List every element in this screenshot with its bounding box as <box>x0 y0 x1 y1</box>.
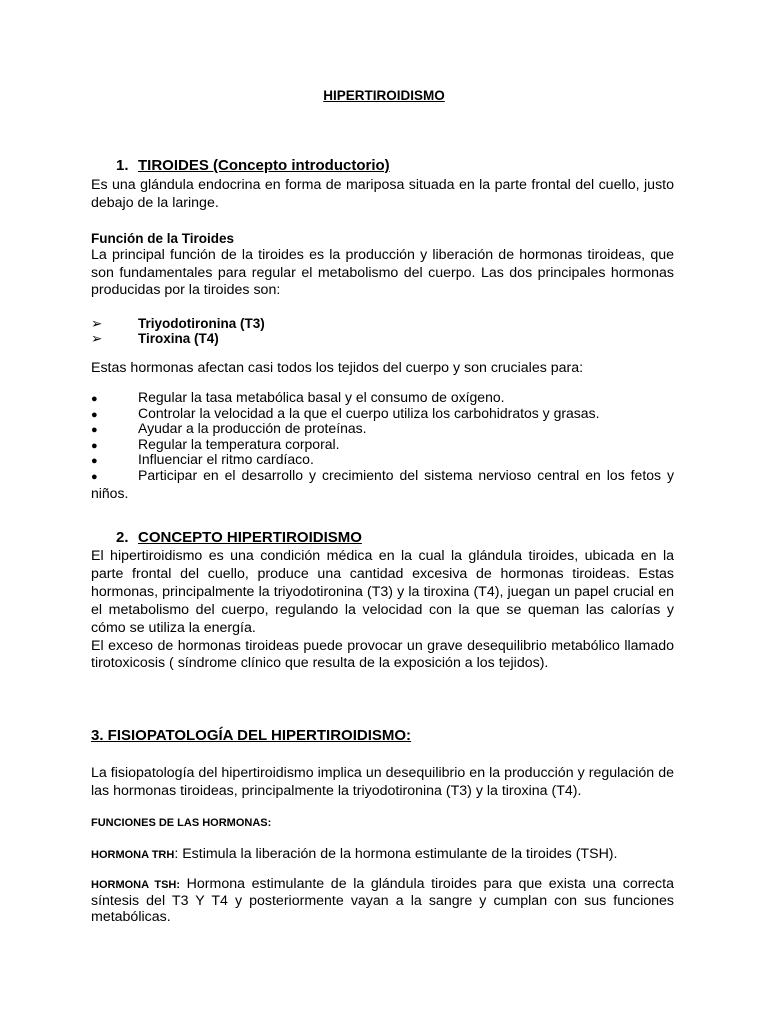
effect-item <box>91 468 674 501</box>
bullet-icon: ● <box>91 439 98 452</box>
effect-text: Ayudar a la producción de proteínas. <box>138 420 367 437</box>
bullet-icon: ● <box>91 471 98 483</box>
hormone-label: Triyodotironina (T3) <box>138 316 265 331</box>
function-paragraph: La principal función de la tiroides es la producción y liberación de hormonas tiroideas, que son fundamentales para regular el metabolismo del cuerpo. Las dos principales hormonas producidas por la tiroides son: <box>91 247 674 299</box>
hormone-item <box>91 331 219 347</box>
hormone-functions-heading: FUNCIONES DE LAS HORMONAS: <box>91 817 272 829</box>
arrow-marker-icon: ➢ <box>91 331 103 346</box>
trh-text: : Estimula la liberación de la hormona estimulante de la tiroides (TSH). <box>174 846 618 862</box>
function-heading: Función de la Tiroides <box>91 231 235 246</box>
section-3-paragraph: La fisiopatología del hipertiroidismo implica un desequilibrio en la producción y regulación de las hormonas tiroideas, principalmente la triyodotironina (T3) y la tiroxina (T4). <box>91 765 674 799</box>
effect-text: Controlar la velocidad a la que el cuerpo utiliza los carbohidratos y grasas. <box>138 404 600 421</box>
trh-label: HORMONA TRH <box>91 849 175 861</box>
section-2-heading <box>116 529 362 546</box>
bullet-icon: ● <box>91 424 98 437</box>
arrow-marker-icon: ➢ <box>91 316 103 331</box>
trh-paragraph <box>91 846 674 865</box>
section-2-paragraph-2: El exceso de hormonas tiroideas puede provocar un grave desequilibrio metabólico llamado tirotoxicosis ( síndrome clínico que resulta de la exposición a los tejidos). <box>91 637 674 672</box>
effects-intro: Estas hormonas afectan casi todos los tejidos del cuerpo y son cruciales para: <box>91 360 584 376</box>
tsh-label: HORMONA TSH: <box>91 879 181 891</box>
section-2-title: CONCEPTO HIPERTIROIDISMO <box>138 529 362 546</box>
hormone-item <box>91 316 265 332</box>
document-title: HIPERTIROIDISMO <box>323 88 445 103</box>
section-1-title: TIROIDES (Concepto introductorio) <box>138 157 390 174</box>
section-2-paragraph-1: El hipertiroidismo es una condición médica en la cual la glándula tiroides, ubicada en la parte frontal del cuello, produce una cantidad excesiva de hormonas tiroideas. Estas hormonas, principalmente la triyodotironina (T3) y la tiroxina (T4), juegan un papel crucial en el metabolismo del cuerpo, regulando la velocidad con la que se queman las calorías y cómo se utiliza la energía. <box>91 548 674 636</box>
tsh-paragraph <box>91 876 674 925</box>
bullet-icon: ● <box>91 455 98 468</box>
bullet-icon: ● <box>91 393 98 405</box>
effect-text: Regular la tasa metabólica basal y el consumo de oxígeno. <box>138 389 505 405</box>
section-1-number: 1. <box>116 157 129 174</box>
section-3-heading: 3. FISIOPATOLOGÍA DEL HIPERTIROIDISMO: <box>91 727 412 744</box>
effect-text: Participar en el desarrollo y crecimiento del sistema nervioso central en los fetos y niños. <box>91 467 674 501</box>
section-1-intro: Es una glándula endocrina en forma de mariposa situada en la parte frontal del cuello, justo debajo de la laringe. <box>91 177 674 211</box>
effect-text: Regular la temperatura corporal. <box>138 435 340 452</box>
section-1-heading <box>116 157 390 174</box>
section-2-number: 2. <box>116 529 129 546</box>
effect-text: Influenciar el ritmo cardíaco. <box>138 451 314 468</box>
hormone-label: Tiroxina (T4) <box>138 331 219 346</box>
bullet-icon: ● <box>91 408 98 421</box>
tsh-text: Hormona estimulante de la glándula tiroides para que exista una correcta síntesis del T3 Y T4 y posteriormente vayan a la sangre y cumplan con sus funciones metabólicas. <box>91 876 674 925</box>
